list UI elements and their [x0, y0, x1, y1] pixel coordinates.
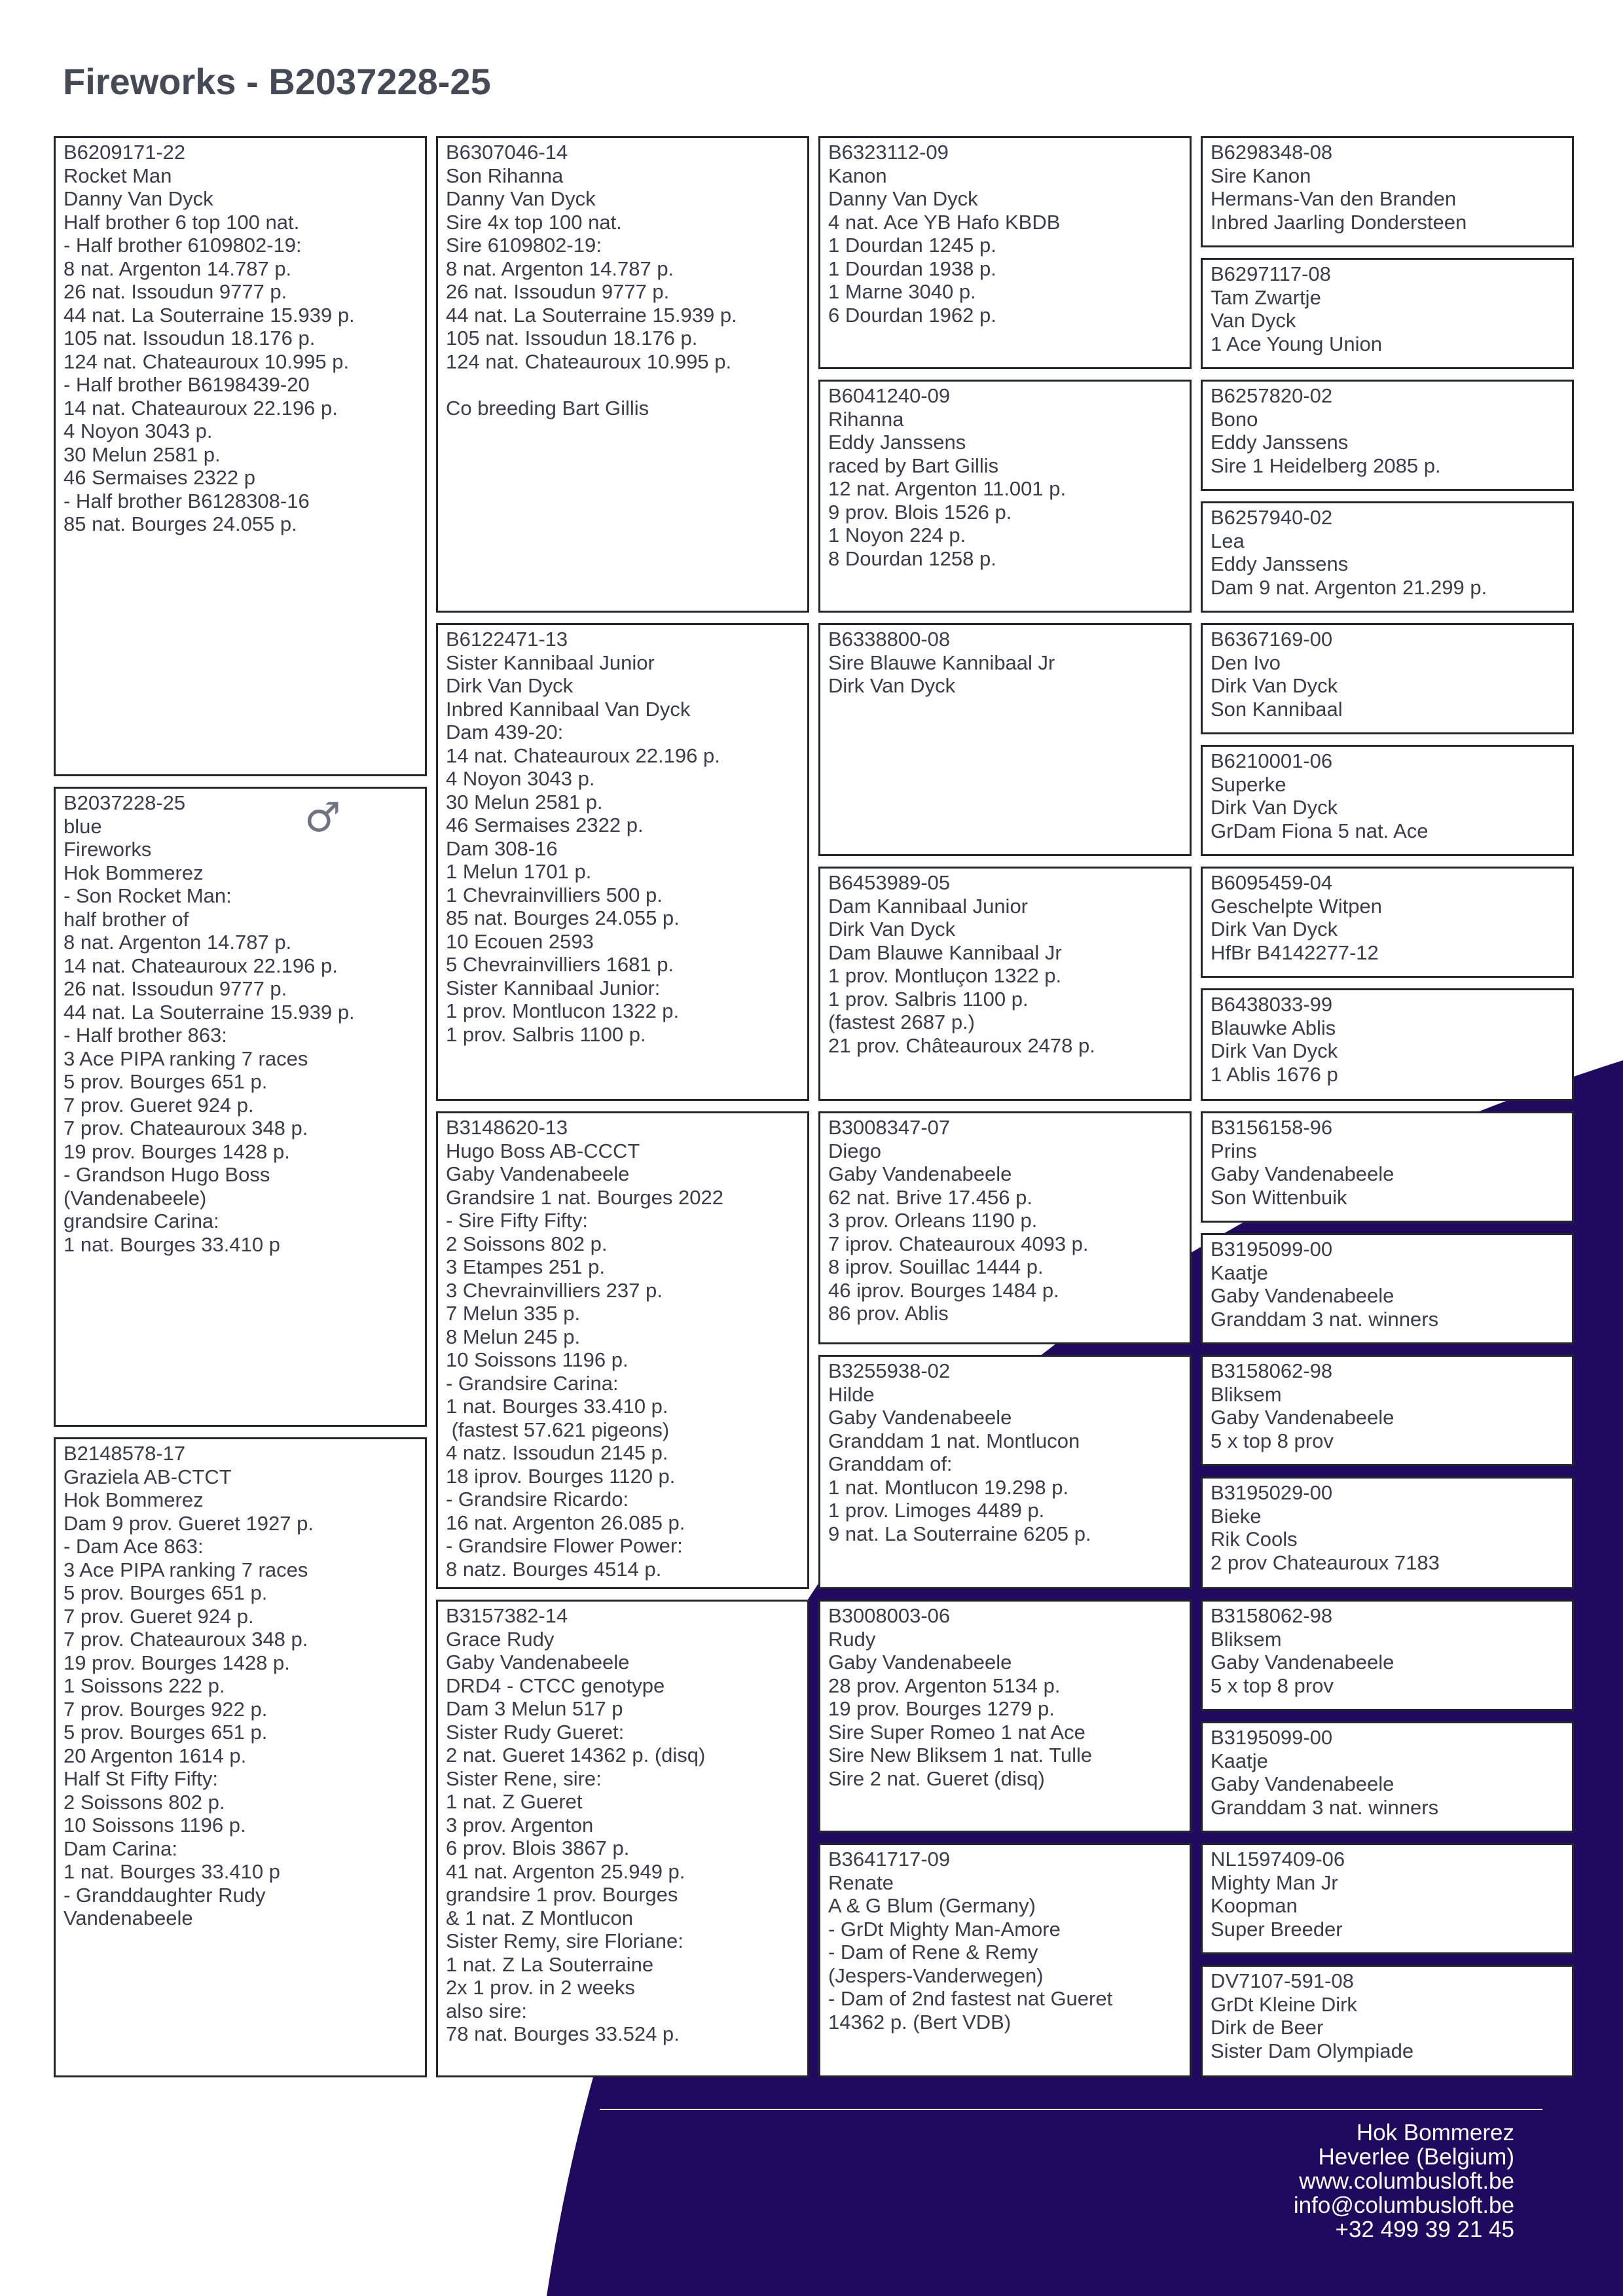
pedigree-line: Koopman — [1211, 1894, 1298, 1917]
pedigree-line: Son Kannibaal — [1211, 697, 1343, 721]
pedigree-line: Dirk Van Dyck — [828, 674, 956, 697]
pigeon-name: Dam Kannibaal Junior — [828, 894, 1029, 918]
pedigree-line: 10 Ecouen 2593 — [446, 929, 594, 953]
pedigree-line: Sister Remy, sire Floriane: — [446, 1929, 684, 1952]
pedigree-line: 5 Chevrainvilliers 1681 p. — [446, 953, 674, 976]
pigeon-name: Rihanna — [828, 407, 904, 431]
pedigree-line: 1 nat. Bourges 33.410 p — [64, 1860, 280, 1883]
pedigree-line: - Grandsire Ricardo: — [446, 1488, 629, 1511]
pedigree-box-g7 — [1201, 867, 1574, 978]
pedigree-box-g15 — [1201, 1843, 1574, 1954]
pedigree-line: Granddam 3 nat. winners — [1211, 1307, 1439, 1331]
pigeon-name: Bieke — [1211, 1504, 1262, 1528]
pedigree-line: Dam 308-16 — [446, 836, 558, 860]
pedigree-line: 7 prov. Gueret 924 p. — [64, 1093, 254, 1117]
pedigree-line: Gaby Vandenabeele — [828, 1651, 1012, 1674]
pedigree-line: Sister Rudy Gueret: — [446, 1720, 625, 1744]
pedigree-line: 5 x top 8 prov — [1211, 1429, 1334, 1452]
pedigree-line: Dirk Van Dyck — [1211, 1039, 1338, 1062]
pedigree-line: Fireworks — [64, 838, 152, 861]
pedigree-line: 1 nat. Z Gueret — [446, 1790, 583, 1813]
pedigree-line: 3 Ace PIPA ranking 7 races — [64, 1047, 308, 1070]
ring-number: B6298348-08 — [1211, 141, 1333, 164]
pedigree-line: 1 Noyon 224 p. — [828, 524, 966, 547]
pedigree-line: 5 prov. Bourges 651 p. — [64, 1070, 268, 1093]
pedigree-line: 30 Melun 2581 p. — [64, 442, 221, 466]
pedigree-line: 1 prov. Limoges 4489 p. — [828, 1499, 1045, 1522]
pedigree-line: 1 prov. Montluçon 1322 p. — [828, 964, 1062, 987]
pedigree-box-sds — [818, 623, 1192, 856]
pedigree-line: 1 Dourdan 1938 p. — [828, 257, 996, 280]
pedigree-line: Gaby Vandenabeele — [1211, 1162, 1395, 1185]
pedigree-line: 16 nat. Argenton 26.085 p. — [446, 1511, 685, 1534]
pedigree-line: A & G Blum (Germany) — [828, 1894, 1036, 1917]
ring-number: B6438033-99 — [1211, 993, 1333, 1016]
pedigree-line: Danny Van Dyck — [446, 187, 596, 210]
pedigree-line: Sire New Bliksem 1 nat. Tulle — [828, 1744, 1093, 1767]
pedigree-line: 20 Argenton 1614 p. — [64, 1744, 247, 1767]
pedigree-line: 5 prov. Bourges 651 p. — [64, 1581, 268, 1604]
pedigree-box-g1 — [1201, 136, 1574, 247]
ring-number: B6323112-09 — [828, 141, 949, 164]
pedigree-line: 4 Noyon 3043 p. — [64, 420, 213, 442]
ring-number: B6367169-00 — [1211, 628, 1333, 651]
pedigree-line: 6 prov. Blois 3867 p. — [446, 1837, 630, 1859]
pedigree-line: Dirk Van Dyck — [1211, 918, 1338, 941]
ring-number: B2037228-25 — [64, 791, 186, 814]
pedigree-line — [446, 373, 799, 397]
pedigree-line: 5 prov. Bourges 651 p. — [64, 1721, 268, 1744]
ring-number: B3158062-98 — [1211, 1604, 1333, 1627]
ring-number: B3195029-00 — [1211, 1481, 1333, 1504]
pedigree-line: 2 prov Chateauroux 7183 — [1211, 1551, 1440, 1574]
pedigree-line: HfBr B4142277-12 — [1211, 941, 1379, 964]
pigeon-name: Diego — [828, 1139, 881, 1162]
pigeon-name: Hilde — [828, 1382, 875, 1406]
pedigree-box-g12 — [1201, 1477, 1574, 1589]
pigeon-name: Prins — [1211, 1139, 1257, 1162]
pigeon-name: Mighty Man Jr — [1211, 1871, 1338, 1894]
pigeon-name: Den Ivo — [1211, 651, 1281, 674]
pedigree-line: 26 nat. Issoudun 9777 p. — [64, 977, 287, 1000]
pigeon-name: Son Rihanna — [446, 164, 564, 187]
pedigree-line: 14 nat. Chateauroux 22.196 p. — [64, 954, 338, 977]
pedigree-line: 1 Marne 3040 p. — [828, 280, 976, 303]
pedigree-line: 3 Chevrainvilliers 237 p. — [446, 1278, 663, 1302]
pigeon-name: Sire Kanon — [1211, 164, 1311, 187]
pedigree-box-dd — [436, 1600, 809, 2077]
pedigree-line: 26 nat. Issoudun 9777 p. — [446, 280, 670, 303]
pedigree-line: Sire 1 Heidelberg 2085 p. — [1211, 454, 1441, 477]
pedigree-line: Gaby Vandenabeele — [1211, 1284, 1395, 1307]
pedigree-line: Van Dyck — [1211, 309, 1296, 332]
pigeon-name: Sire Blauwe Kannibaal Jr — [828, 651, 1055, 674]
pedigree-line: - Dam Ace 863: — [64, 1535, 204, 1558]
pedigree-box-g11 — [1201, 1355, 1574, 1466]
pedigree-line: half brother of — [64, 907, 189, 931]
pigeon-name: Lea — [1211, 529, 1245, 552]
pigeon-name: Kaatje — [1211, 1749, 1268, 1772]
ring-number: B6257820-02 — [1211, 384, 1333, 407]
pedigree-line: 46 iprov. Bourges 1484 p. — [828, 1278, 1059, 1302]
pedigree-line: 8 Melun 245 p. — [446, 1325, 581, 1348]
pedigree-line: Inbred Jaarling Dondersteen — [1211, 210, 1467, 234]
pigeon-name: Bliksem — [1211, 1627, 1282, 1651]
ring-number: B6257940-02 — [1211, 506, 1333, 529]
pedigree-line: - Half brother B6198439-20 — [64, 373, 310, 396]
pedigree-box-g3 — [1201, 380, 1574, 491]
pedigree-line: Dirk Van Dyck — [1211, 674, 1338, 697]
pigeon-name: blue — [64, 814, 102, 838]
pedigree-line: 44 nat. La Souterraine 15.939 p. — [446, 303, 737, 327]
pedigree-line: Co breeding Bart Gillis — [446, 396, 649, 420]
contact-email: info@columbusloft.be — [1293, 2193, 1514, 2218]
pedigree-line: 2x 1 prov. in 2 weeks — [446, 1976, 635, 1999]
pedigree-line: raced by Bart Gillis — [828, 454, 999, 477]
pedigree-line: 1 Chevrainvilliers 500 p. — [446, 883, 663, 906]
pedigree-box-g8 — [1201, 988, 1574, 1101]
pedigree-line: 44 nat. La Souterraine 15.939 p. — [64, 303, 355, 327]
pedigree-line: 30 Melun 2581 p. — [446, 790, 603, 814]
pedigree-box-g16 — [1201, 1965, 1574, 2077]
contact-website: www.columbusloft.be — [1299, 2168, 1514, 2194]
pedigree-box-dsd — [818, 1355, 1192, 1589]
pedigree-line: 2 nat. Gueret 14362 p. (disq) — [446, 1744, 706, 1767]
pedigree-line: 7 prov. Chateauroux 348 p. — [64, 1628, 308, 1651]
ring-number: B3156158-96 — [1211, 1116, 1333, 1139]
ring-number: B3158062-98 — [1211, 1359, 1333, 1382]
pedigree-line: Dam 439-20: — [446, 721, 564, 744]
pedigree-line: Gaby Vandenabeele — [828, 1406, 1012, 1429]
pedigree-box-g6 — [1201, 745, 1574, 856]
pedigree-line: Half St Fifty Fifty: — [64, 1767, 218, 1790]
ring-number: B6209171-22 — [64, 141, 186, 164]
pedigree-line: Dam 9 prov. Gueret 1927 p. — [64, 1511, 314, 1535]
pedigree-line: Danny Van Dyck — [828, 187, 978, 210]
pedigree-line: Inbred Kannibaal Van Dyck — [446, 697, 691, 721]
pedigree-line: 7 iprov. Chateauroux 4093 p. — [828, 1232, 1089, 1255]
pedigree-line: 3 prov. Orleans 1190 p. — [828, 1209, 1038, 1232]
pedigree-line: Hermans-Van den Branden — [1211, 187, 1457, 210]
pedigree-box-dds — [818, 1600, 1192, 1833]
pedigree-line: Gaby Vandenabeele — [446, 1651, 630, 1674]
pedigree-line: 62 nat. Brive 17.456 p. — [828, 1185, 1032, 1209]
pedigree-line: Eddy Janssens — [1211, 552, 1349, 575]
pedigree-line: 8 iprov. Souillac 1444 p. — [828, 1255, 1044, 1278]
pigeon-name: Kanon — [828, 164, 887, 187]
pedigree-line: Hok Bommerez — [64, 1488, 204, 1511]
pigeon-name: Graziela AB-CTCT — [64, 1465, 232, 1488]
pedigree-line: Eddy Janssens — [1211, 431, 1349, 454]
contact-divider — [600, 2109, 1542, 2110]
pigeon-name: Superke — [1211, 772, 1286, 796]
pedigree-box-sss — [818, 136, 1192, 369]
ring-number: B6338800-08 — [828, 628, 951, 651]
pedigree-line: Granddam 3 nat. winners — [1211, 1795, 1439, 1819]
pedigree-box-ssd — [818, 380, 1192, 613]
pedigree-line: Gaby Vandenabeele — [1211, 1406, 1395, 1429]
pedigree-line: 1 Melun 1701 p. — [446, 860, 592, 883]
ring-number: B6122471-13 — [446, 628, 568, 651]
pigeon-name: Grace Rudy — [446, 1627, 555, 1651]
ring-number: B3008003-06 — [828, 1604, 951, 1627]
pedigree-box-dam — [54, 1437, 427, 2077]
pedigree-line: Danny Van Dyck — [64, 187, 213, 210]
pedigree-line: 86 prov. Ablis — [828, 1302, 949, 1325]
pedigree-line: 46 Sermaises 2322 p. — [446, 814, 644, 836]
pedigree-box-g10 — [1201, 1233, 1574, 1344]
pedigree-line: Sire 4x top 100 nat. — [446, 210, 622, 234]
pedigree-line: 26 nat. Issoudun 9777 p. — [64, 280, 287, 303]
pedigree-line: - Granddaughter Rudy — [64, 1883, 266, 1907]
contact-phone: +32 499 39 21 45 — [1335, 2217, 1514, 2242]
pedigree-line: DRD4 - CTCC genotype — [446, 1674, 665, 1697]
pedigree-line: Granddam 1 nat. Montlucon — [828, 1429, 1080, 1452]
pedigree-line: - Grandson Hugo Boss — [64, 1163, 270, 1186]
pedigree-line: Sire 2 nat. Gueret (disq) — [828, 1767, 1045, 1790]
pedigree-box-ss — [436, 136, 809, 613]
pedigree-line: 1 Ablis 1676 p — [1211, 1062, 1338, 1086]
pedigree-line: Gaby Vandenabeele — [828, 1162, 1012, 1185]
pedigree-line: 8 nat. Argenton 14.787 p. — [64, 257, 292, 280]
pedigree-line: Sister Kannibaal Junior: — [446, 976, 661, 999]
pedigree-line: Dirk Van Dyck — [446, 674, 574, 697]
pedigree-line: 8 nat. Argenton 14.787 p. — [64, 931, 292, 954]
ring-number: B3255938-02 — [828, 1359, 951, 1382]
ring-number: DV7107-591-08 — [1211, 1969, 1354, 1992]
pedigree-line: Son Wittenbuik — [1211, 1185, 1347, 1209]
pedigree-line: - Sire Fifty Fifty: — [446, 1209, 588, 1232]
pedigree-line: 3 Ace PIPA ranking 7 races — [64, 1558, 308, 1581]
pedigree-line: 8 nat. Argenton 14.787 p. — [446, 257, 674, 280]
pedigree-line: 7 prov. Chateauroux 348 p. — [64, 1117, 308, 1139]
pedigree-line: GrDam Fiona 5 nat. Ace — [1211, 819, 1429, 842]
pedigree-line: 105 nat. Issoudun 18.176 p. — [64, 327, 316, 350]
pedigree-box-g5 — [1201, 623, 1574, 734]
contact-name: Hok Bommerez — [1356, 2120, 1514, 2145]
male-symbol-icon: ♂ — [304, 793, 341, 841]
pigeon-name: Geschelpte Witpen — [1211, 894, 1382, 918]
pedigree-line: Half brother 6 top 100 nat. — [64, 210, 300, 234]
ring-number: B6307046-14 — [446, 141, 568, 164]
pedigree-line: - Half brother 863: — [64, 1024, 227, 1047]
pedigree-line: 44 nat. La Souterraine 15.939 p. — [64, 1000, 355, 1024]
pigeon-name: Rudy — [828, 1627, 876, 1651]
pedigree-line: 12 nat. Argenton 11.001 p. — [828, 477, 1067, 500]
pedigree-line: 41 nat. Argenton 25.949 p. — [446, 1859, 685, 1883]
pedigree-line: - Son Rocket Man: — [64, 884, 232, 907]
ring-number: B3008347-07 — [828, 1116, 951, 1139]
pedigree-line: 1 Soissons 222 p. — [64, 1674, 225, 1697]
pedigree-line: 14362 p. (Bert VDB) — [828, 2010, 1012, 2034]
pedigree-box-ds — [436, 1111, 809, 1589]
pedigree-line: Dam Carina: — [64, 1837, 177, 1860]
ring-number: B6041240-09 — [828, 384, 951, 407]
pedigree-line: - Half brother 6109802-19: — [64, 234, 302, 257]
pedigree-line: 21 prov. Châteauroux 2478 p. — [828, 1033, 1095, 1057]
pedigree-line: Sire 6109802-19: — [446, 234, 602, 257]
pedigree-line: 124 nat. Chateauroux 10.995 p. — [64, 350, 350, 373]
pedigree-line: 7 prov. Gueret 924 p. — [64, 1604, 254, 1628]
pedigree-line: 1 nat. Z La Souterraine — [446, 1952, 654, 1976]
pedigree-line: 28 prov. Argenton 5134 p. — [828, 1674, 1061, 1697]
pedigree-line: 4 Noyon 3043 p. — [446, 767, 595, 790]
pedigree-line: 10 Soissons 1196 p. — [446, 1348, 629, 1371]
pedigree-line: grandsire Carina: — [64, 1210, 219, 1232]
pedigree-line: 1 prov. Salbris 1100 p. — [828, 987, 1029, 1011]
pedigree-line: - Grandsire Flower Power: — [446, 1534, 683, 1557]
pedigree-line: 9 nat. La Souterraine 6205 p. — [828, 1522, 1091, 1545]
pigeon-name: GrDt Kleine Dirk — [1211, 1992, 1357, 2016]
pedigree-line: 7 Melun 335 p. — [446, 1302, 581, 1325]
pedigree-line: Dam 3 Melun 517 p — [446, 1697, 623, 1720]
pedigree-line: 2 Soissons 802 p. — [446, 1232, 608, 1255]
pedigree-line: grandsire 1 prov. Bourges — [446, 1883, 678, 1906]
ring-number: B6453989-05 — [828, 871, 951, 894]
pedigree-line: 105 nat. Issoudun 18.176 p. — [446, 327, 698, 350]
contact-location: Heverlee (Belgium) — [1318, 2144, 1514, 2170]
pigeon-name: Hugo Boss AB-CCCT — [446, 1139, 640, 1162]
ring-number: B3148620-13 — [446, 1116, 568, 1139]
pedigree-box-sd — [436, 623, 809, 1101]
ring-number: B3641717-09 — [828, 1848, 951, 1871]
ring-number: B2148578-17 — [64, 1442, 186, 1465]
pedigree-line: Dirk Van Dyck — [1211, 796, 1338, 819]
pedigree-line: 1 prov. Montlucon 1322 p. — [446, 999, 680, 1022]
pedigree-line: 18 iprov. Bourges 1120 p. — [446, 1464, 676, 1488]
pedigree-line: 4 natz. Issoudun 2145 p. — [446, 1441, 668, 1464]
pedigree-line: 1 prov. Salbris 1100 p. — [446, 1022, 646, 1046]
pedigree-line: Gaby Vandenabeele — [1211, 1772, 1395, 1795]
ring-number: NL1597409-06 — [1211, 1848, 1345, 1871]
pedigree-line: 10 Soissons 1196 p. — [64, 1814, 246, 1837]
pedigree-box-dss — [818, 1111, 1192, 1344]
pedigree-line: - Grandsire Carina: — [446, 1371, 619, 1395]
pedigree-line: 1 nat. Bourges 33.410 p — [64, 1232, 280, 1256]
pedigree-line: Eddy Janssens — [828, 431, 966, 454]
pedigree-line: 8 Dourdan 1258 p. — [828, 547, 996, 570]
pedigree-line: 3 Etampes 251 p. — [446, 1255, 605, 1278]
ring-number: B3157382-14 — [446, 1604, 568, 1627]
ring-number: B6095459-04 — [1211, 871, 1333, 894]
pedigree-line: Granddam of: — [828, 1452, 953, 1475]
pedigree-line: (fastest 2687 p.) — [828, 1011, 976, 1033]
pedigree-line: also sire: — [446, 1999, 528, 2022]
pedigree-line: 19 prov. Bourges 1428 p. — [64, 1139, 290, 1163]
pedigree-box-g13 — [1201, 1600, 1574, 1711]
pedigree-line: Dirk Van Dyck — [828, 918, 956, 941]
pedigree-box-subject — [54, 787, 427, 1427]
pigeon-name: Tam Zwartje — [1211, 285, 1321, 309]
pedigree-box-sdd — [818, 867, 1192, 1101]
pedigree-line: 1 nat. Montlucon 19.298 p. — [828, 1475, 1069, 1499]
pedigree-line: & 1 nat. Z Montlucon — [446, 1906, 634, 1929]
pedigree-line: 7 prov. Bourges 922 p. — [64, 1697, 268, 1721]
pigeon-name: Bono — [1211, 407, 1258, 431]
pigeon-name: Sister Kannibaal Junior — [446, 651, 655, 674]
pedigree-line: Dam 9 nat. Argenton 21.299 p. — [1211, 575, 1487, 599]
pigeon-name: Blauwke Ablis — [1211, 1016, 1336, 1039]
pedigree-line: 6 Dourdan 1962 p. — [828, 303, 996, 327]
pedigree-box-g14 — [1201, 1721, 1574, 1833]
ring-number: B6210001-06 — [1211, 749, 1333, 772]
pedigree-box-g2 — [1201, 258, 1574, 369]
page-title: Fireworks - B2037228-25 — [63, 61, 491, 102]
pedigree-line: 3 prov. Argenton — [446, 1813, 594, 1837]
pedigree-line: 9 prov. Blois 1526 p. — [828, 500, 1012, 524]
pigeon-name: Kaatje — [1211, 1261, 1268, 1284]
pedigree-line: (Vandenabeele) — [64, 1186, 207, 1210]
pedigree-line: 14 nat. Chateauroux 22.196 p. — [64, 396, 338, 420]
pedigree-line: Super Breeder — [1211, 1917, 1343, 1941]
pedigree-line: 1 nat. Bourges 33.410 p. — [446, 1395, 668, 1418]
pedigree-line: 85 nat. Bourges 24.055 p. — [446, 906, 680, 929]
pedigree-box-sire — [54, 136, 427, 776]
pedigree-line: 5 x top 8 prov — [1211, 1674, 1334, 1697]
pedigree-line: Gaby Vandenabeele — [446, 1162, 630, 1185]
pedigree-line: Sister Rene, sire: — [446, 1767, 602, 1790]
pedigree-line: Sire Super Romeo 1 nat Ace — [828, 1720, 1085, 1744]
pedigree-line: (fastest 57.621 pigeons) — [446, 1418, 670, 1441]
pedigree-box-g4 — [1201, 501, 1574, 613]
pedigree-line: Dam Blauwe Kannibaal Jr — [828, 941, 1062, 964]
pedigree-line: - Dam of 2nd fastest nat Gueret — [828, 1987, 1113, 2010]
pedigree-line: Sister Dam Olympiade — [1211, 2039, 1414, 2062]
ring-number: B3195099-00 — [1211, 1238, 1333, 1261]
contact-block — [1294, 2121, 1514, 2242]
pedigree-line: 46 Sermaises 2322 p — [64, 466, 255, 489]
pedigree-line: 1 Dourdan 1245 p. — [828, 234, 996, 257]
pedigree-line: Dirk de Beer — [1211, 2016, 1324, 2039]
pigeon-name: Bliksem — [1211, 1382, 1282, 1406]
pedigree-line: Gaby Vandenabeele — [1211, 1651, 1395, 1674]
pedigree-line: - GrDt Mighty Man-Amore — [828, 1917, 1061, 1941]
pedigree-line: 4 nat. Ace YB Hafo KBDB — [828, 210, 1061, 234]
pedigree-line: (Jespers-Vanderwegen) — [828, 1964, 1044, 1987]
pedigree-box-ddd — [818, 1843, 1192, 2077]
pedigree-line: 19 prov. Bourges 1279 p. — [828, 1697, 1055, 1720]
pigeon-name: Rocket Man — [64, 164, 172, 187]
ring-number: B6297117-08 — [1211, 262, 1331, 285]
pigeon-name: Renate — [828, 1871, 894, 1894]
pedigree-line: Hok Bommerez — [64, 861, 204, 884]
pedigree-line: 14 nat. Chateauroux 22.196 p. — [446, 744, 720, 767]
pedigree-line: 85 nat. Bourges 24.055 p. — [64, 512, 297, 535]
pedigree-line: 124 nat. Chateauroux 10.995 p. — [446, 350, 732, 373]
ring-number: B3195099-00 — [1211, 1726, 1333, 1749]
pedigree-line: - Half brother B6128308-16 — [64, 489, 310, 512]
pedigree-line: Vandenabeele — [64, 1907, 193, 1929]
pedigree-line: 8 natz. Bourges 4514 p. — [446, 1557, 662, 1581]
pedigree-line: 2 Soissons 802 p. — [64, 1790, 225, 1814]
pedigree-line: 19 prov. Bourges 1428 p. — [64, 1651, 290, 1674]
pedigree-line: - Dam of Rene & Remy — [828, 1941, 1038, 1964]
pedigree-box-g9 — [1201, 1111, 1574, 1223]
pedigree-line: Grandsire 1 nat. Bourges 2022 — [446, 1185, 723, 1209]
pedigree-line: Rik Cools — [1211, 1528, 1298, 1551]
pedigree-line: 78 nat. Bourges 33.524 p. — [446, 2022, 680, 2045]
pedigree-line: 1 Ace Young Union — [1211, 332, 1383, 355]
